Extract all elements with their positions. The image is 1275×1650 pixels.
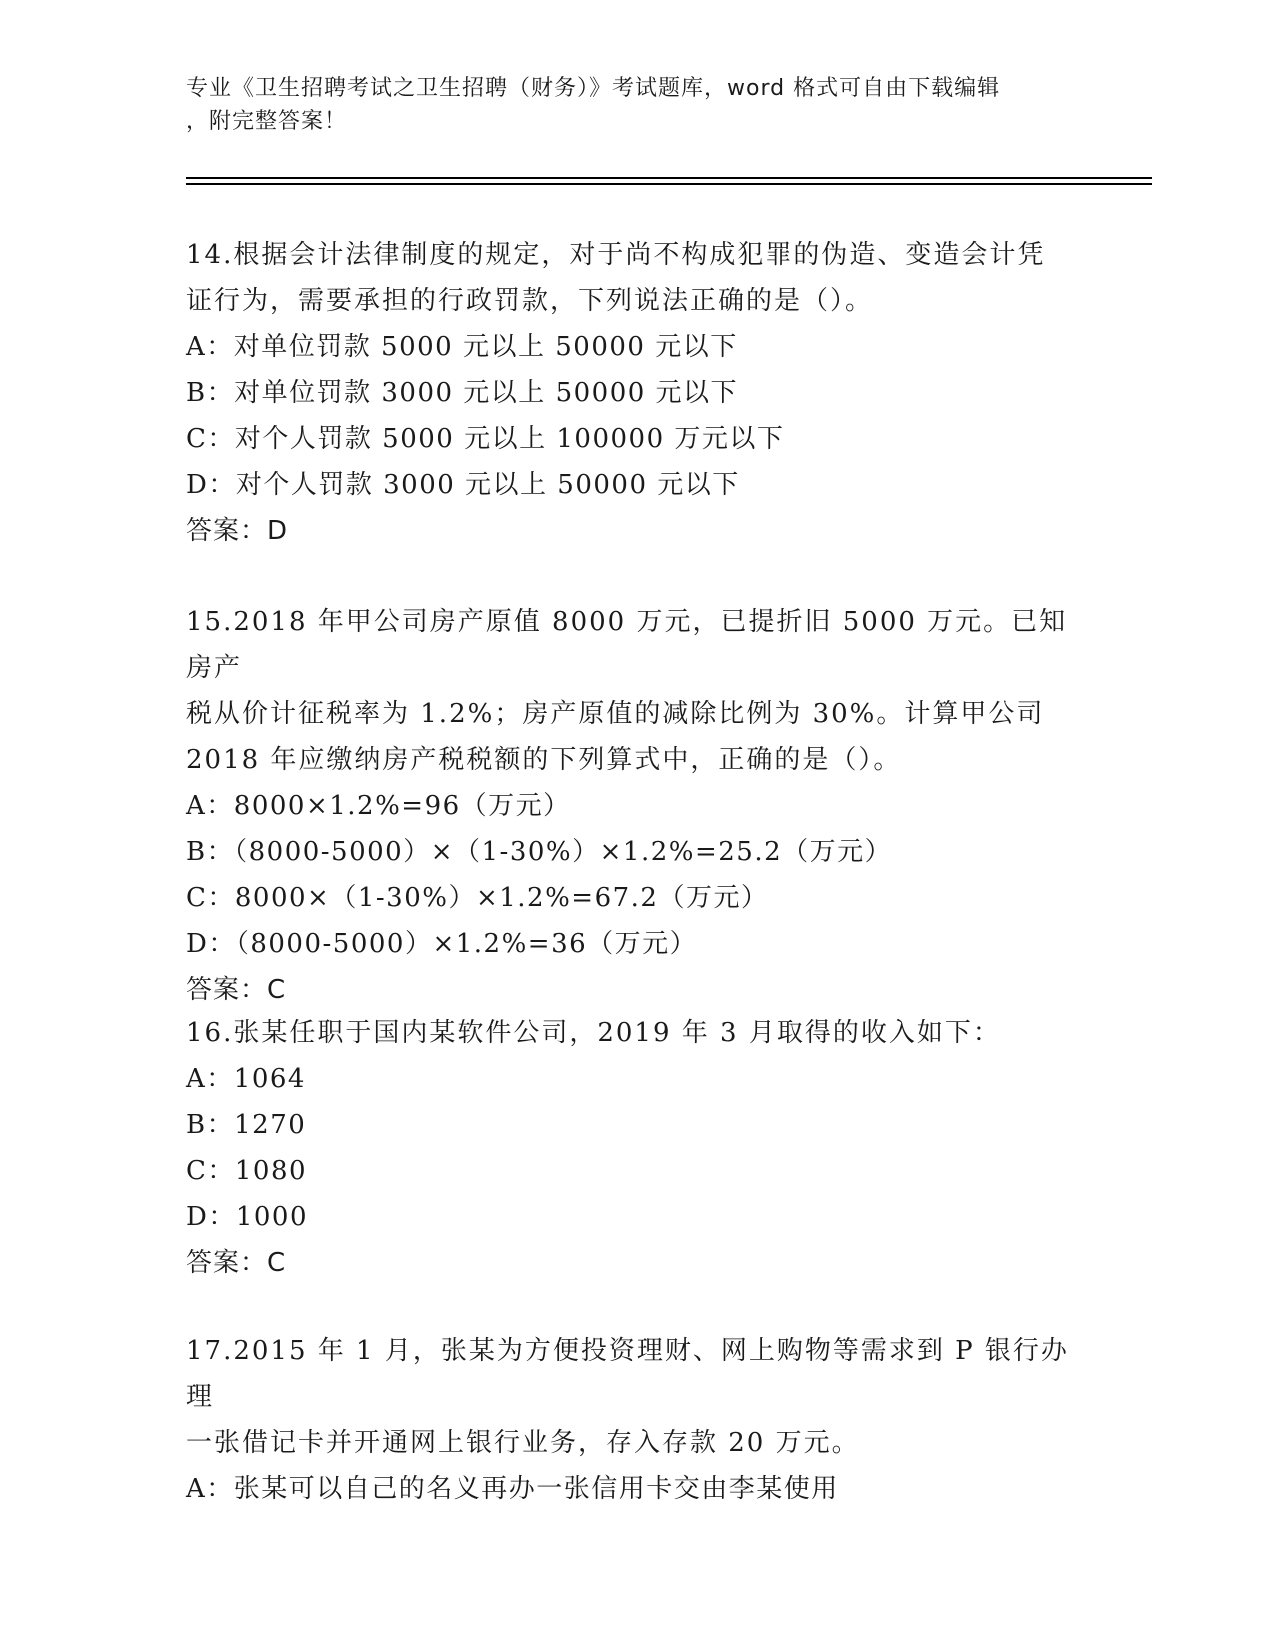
answer: 答案：D — [186, 516, 289, 546]
stem-line: 15.2018 年甲公司房产原值 8000 万元，已提折旧 5000 万元。已知房产 — [186, 607, 1068, 683]
header-divider-top — [186, 177, 1152, 179]
question-stem — [186, 1328, 1086, 1466]
stem-line: 16.张某任职于国内某软件公司，2019 年 3 月取得的收入如下： — [186, 1018, 1001, 1048]
question-stem — [186, 599, 1086, 783]
stem-line: 证行为，需要承担的行政罚款，下列说法正确的是（）。 — [186, 286, 874, 316]
option-a: A：1064 — [186, 1064, 306, 1094]
stem-line: 一张借记卡并开通网上银行业务，存入存款 20 万元。 — [186, 1428, 860, 1458]
answer: 答案：C — [186, 975, 287, 1005]
option-b: B：（8000-5000）×（1-30%）×1.2%=25.2（万元） — [186, 837, 893, 867]
option-a: A：张某可以自己的名义再办一张信用卡交由李某使用 — [186, 1474, 839, 1504]
option-d: D：（8000-5000）×1.2%=36（万元） — [186, 929, 698, 959]
answer: 答案：C — [186, 1248, 287, 1278]
option-a: A：8000×1.2%=96（万元） — [186, 791, 571, 821]
question-stem — [186, 1010, 1086, 1056]
question-14 — [186, 232, 1086, 554]
option-b: B：对单位罚款 3000 元以上 50000 元以下 — [186, 378, 739, 408]
question-17 — [186, 1328, 1086, 1512]
header-divider-bottom — [186, 183, 1152, 185]
stem-line: 2018 年应缴纳房产税税额的下列算式中，正确的是（）。 — [186, 745, 902, 775]
stem-line: 税从价计征税率为 1.2%；房产原值的减除比例为 30%。计算甲公司 — [186, 699, 1045, 729]
question-16 — [186, 1010, 1086, 1286]
option-c: C：对个人罚款 5000 元以上 100000 万元以下 — [186, 424, 785, 454]
option-a: A：对单位罚款 5000 元以上 50000 元以下 — [186, 332, 738, 362]
stem-line: 17.2015 年 1 月，张某为方便投资理财、网上购物等需求到 P 银行办理 — [186, 1336, 1069, 1412]
option-b: B：1270 — [186, 1110, 307, 1140]
question-15 — [186, 599, 1086, 1013]
option-d: D：1000 — [186, 1202, 309, 1232]
option-c: C：1080 — [186, 1156, 308, 1186]
stem-line: 14.根据会计法律制度的规定，对于尚不构成犯罪的伪造、变造会计凭 — [186, 240, 1046, 270]
option-d: D：对个人罚款 3000 元以上 50000 元以下 — [186, 470, 740, 500]
document-header — [186, 72, 1086, 138]
question-stem — [186, 232, 1086, 324]
header-line-1: 专业《卫生招聘考试之卫生招聘（财务）》考试题库，word 格式可自由下载编辑 — [186, 76, 1001, 101]
option-c: C：8000×（1-30%）×1.2%=67.2（万元） — [186, 883, 769, 913]
header-line-2: ，附完整答案！ — [186, 109, 348, 134]
